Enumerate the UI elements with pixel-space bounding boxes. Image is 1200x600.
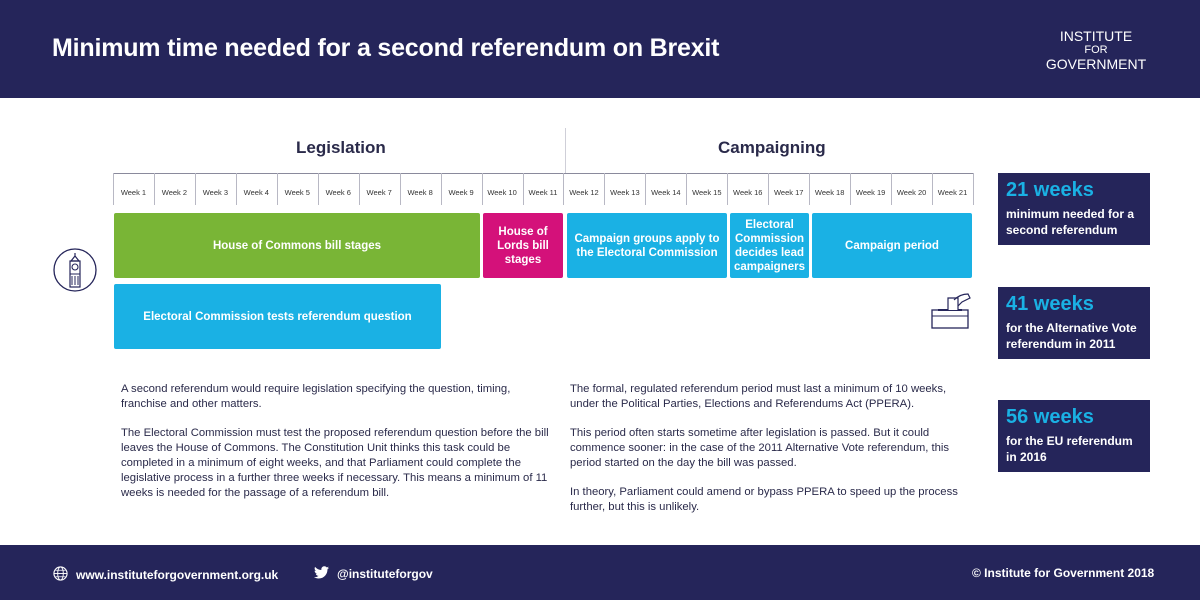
campaigning-paragraph-3: In theory, Parliament could amend or bypass PPERA to speed up the process further, but this is unlikely. [570, 486, 958, 513]
week-ruler [113, 173, 973, 174]
legislation-paragraph-1: A second referendum would require legislation specifying the question, timing, franchise and other matters. [121, 383, 511, 410]
week-label: Week 13 [610, 188, 640, 197]
week-label: Week 19 [855, 188, 886, 197]
logo-line-government: GOVERNMENT [1045, 56, 1147, 72]
stat-description: for the Alternative Vote referendum in 2011 [1006, 321, 1137, 351]
twitter-handle-link[interactable]: @instituteforgov [337, 567, 433, 581]
bar-house-of-commons: House of Commons bill stages [114, 213, 480, 278]
stat-number: 41 weeks [1006, 293, 1094, 315]
copyright-text: © Institute for Government 2018 [972, 566, 1155, 580]
stat-number: 56 weeks [1006, 406, 1094, 428]
footer-bar [0, 545, 1200, 600]
week-label: Week 1 [120, 188, 147, 197]
twitter-bird-icon [314, 566, 329, 582]
stat-description: for the EU referendum in 2016 [1006, 434, 1133, 464]
campaigning-paragraph-2: This period often starts sometime after legislation is passed. But it could commence sooner: in the case of the 2011 Alternative Vote referendum, this period started on the day the bill was passed. [570, 427, 950, 469]
stat-description: minimum needed for a second referendum [1006, 207, 1135, 237]
week-label: Week 16 [733, 188, 763, 197]
bar-commission-tests-question: Electoral Commission tests referendum question [114, 284, 441, 349]
week-label: Week 3 [202, 188, 229, 197]
week-label: Week 9 [448, 188, 474, 197]
week-label: Week 11 [528, 188, 558, 197]
legislation-paragraph-2: The Electoral Commission must test the proposed referendum question before the bill leaves the House of Commons. The Constitution Unit thinks this task could be completed in a minimum of eight weeks, and that Parliament could complete the legislative process in a further three weeks if necessary. This means a minimum of 11 weeks is needed for the passage of a referendum bill. [121, 427, 549, 499]
week-label: Week 7 [366, 188, 392, 197]
week-label: Week 15 [692, 188, 722, 197]
section-campaigning: Campaigning [718, 138, 826, 157]
week-label: Week 8 [407, 188, 433, 197]
footer-website[interactable] [53, 566, 278, 584]
globe-icon [53, 566, 68, 584]
page-title: Minimum time needed for a second referendum on Brexit [52, 34, 720, 62]
footer-twitter[interactable] [314, 566, 433, 582]
week-label: Week 2 [161, 188, 188, 197]
week-label: Week 12 [569, 188, 599, 197]
website-link[interactable]: www.instituteforgovernment.org.uk [76, 568, 279, 582]
week-label: Week 18 [814, 188, 845, 197]
stat-box-alternative-vote [998, 287, 1150, 359]
week-label: Week 20 [896, 188, 927, 197]
section-divider [565, 128, 566, 174]
legislation-explanation [121, 382, 549, 515]
week-label: Week 14 [651, 188, 681, 197]
logo-line-institute: INSTITUTE [1059, 28, 1133, 44]
big-ben-icon [52, 247, 98, 298]
bar-house-of-lords: House of Lords bill stages [483, 213, 563, 278]
week-label: Week 21 [937, 188, 968, 197]
week-label: Week 5 [284, 188, 310, 197]
ballot-box-icon [928, 288, 974, 339]
week-label: Week 6 [325, 188, 351, 197]
week-label: Week 17 [773, 188, 804, 197]
stat-number: 21 weeks [1006, 179, 1094, 201]
bar-commission-decides: Electoral Commission decides lead campaigners [730, 213, 809, 278]
institute-logo [1026, 29, 1166, 71]
bar-campaign-groups-apply: Campaign groups apply to the Electoral Commission [567, 213, 727, 278]
stat-box-second-referendum [998, 173, 1150, 245]
campaigning-paragraph-1: The formal, regulated referendum period must last a minimum of 10 weeks, under the Political Parties, Elections and Referendums Act (PPERA). [570, 383, 947, 410]
campaigning-explanation [570, 382, 970, 529]
stat-box-eu-referendum [998, 400, 1150, 472]
section-legislation: Legislation [296, 138, 386, 157]
footer-copyright [972, 566, 1154, 580]
week-label: Week 4 [243, 188, 269, 197]
header-banner [0, 0, 1200, 98]
bar-campaign-period: Campaign period [812, 213, 972, 278]
week-label: Week 10 [487, 188, 517, 197]
logo-line-for: FOR [1084, 44, 1108, 56]
